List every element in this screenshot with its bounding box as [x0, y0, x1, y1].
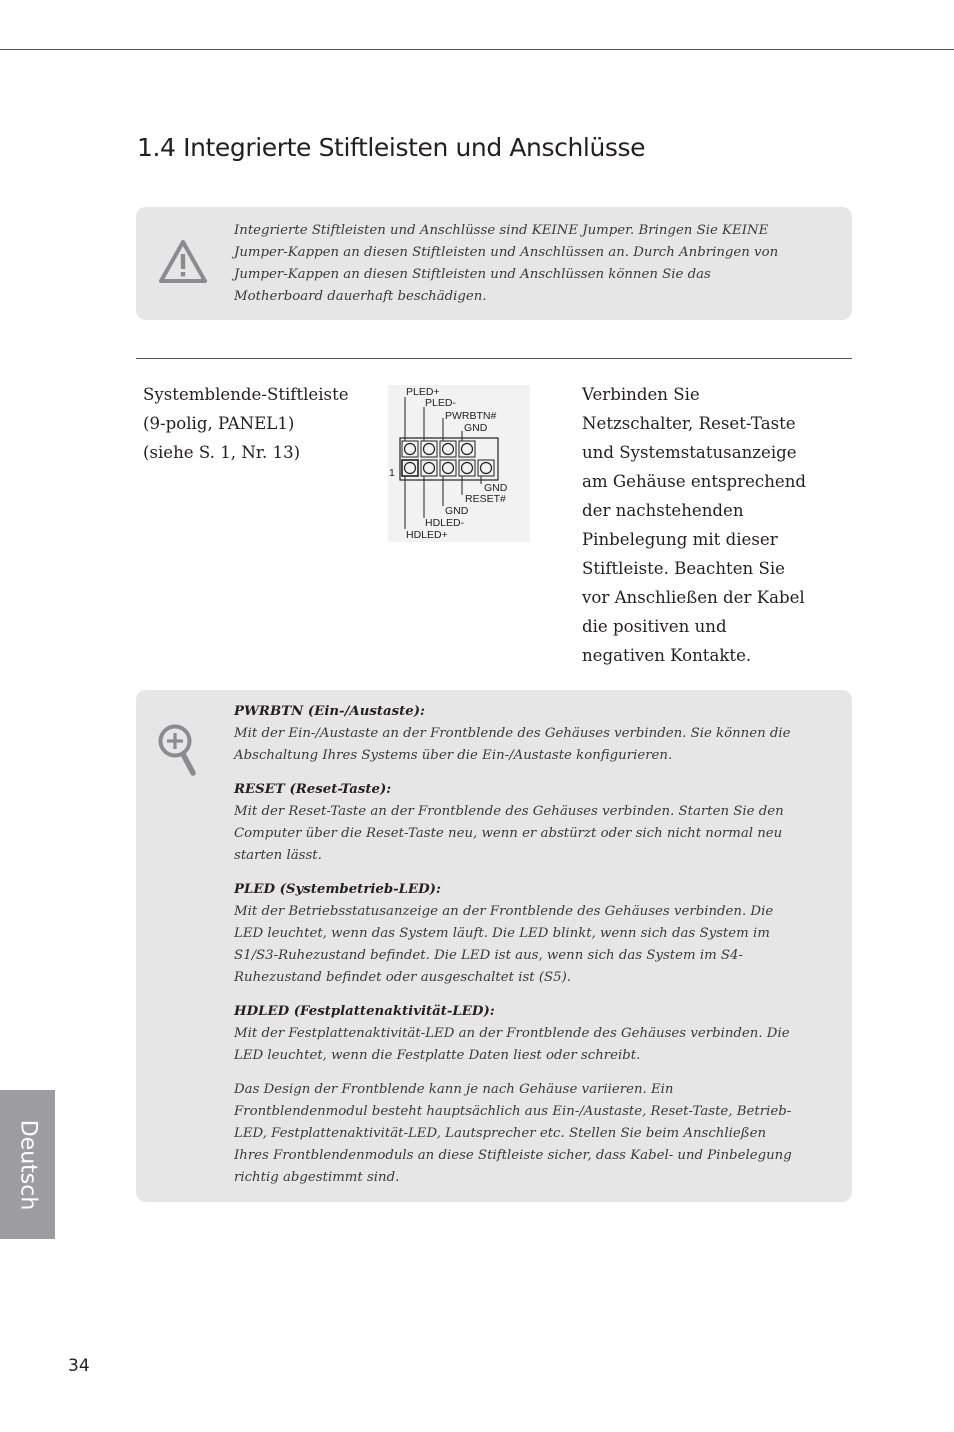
pin-top-3-contact: [443, 444, 454, 455]
note-term: PWRBTN (Ein-/Austaste):: [234, 704, 425, 719]
label-pled-plus: PLED+: [406, 386, 440, 398]
language-side-tab: [0, 1090, 55, 1239]
note-desc: Mit der Ein-/Austaste an der Frontblende des Gehäuses verbinden. Sie können die Abschaltung Ihres Systems über die Ein-/Austaste konfigurieren.: [234, 726, 791, 763]
label-pin-one: 1: [389, 467, 395, 479]
header-reference: (siehe S. 1, Nr. 13): [143, 443, 301, 462]
note-term: PLED (Systembetrieb-LED):: [234, 882, 441, 897]
pin-top-4-contact: [462, 444, 473, 455]
note-desc: Mit der Reset-Taste an der Frontblende des Gehäuses verbinden. Starten Sie den Computer über die Reset-Taste neu, wenn er abstürzt oder sich nicht normal neu starten lässt.: [234, 804, 784, 863]
magnifier-plus-icon: [156, 721, 200, 781]
section-title: 1.4 Integrierte Stiftleisten und Anschlüsse: [137, 133, 646, 162]
page-number: 34: [68, 1356, 90, 1376]
note-body: [234, 701, 794, 1189]
header-name: Systemblende-Stiftleiste: [143, 385, 349, 404]
label-hdled-plus: HDLED+: [406, 529, 448, 541]
section-divider: [136, 358, 852, 359]
header-description: Verbinden Sie Netzschalter, Reset-Taste und Systemstatusanzeige am Gehäuse entsprechend der nachstehenden Pinbelegung mit dieser Stiftleiste. Beachten Sie vor Anschließen der Kabel die positiven und negativen Kontakte.: [582, 385, 807, 665]
label-gnd-top: GND: [464, 422, 488, 434]
note-box: [136, 690, 852, 1202]
pin-bottom-2-contact: [424, 463, 435, 474]
warning-triangle-icon: [158, 239, 208, 289]
label-gnd-right: GND: [484, 482, 508, 494]
warning-box: [136, 207, 852, 320]
pin-bottom-5-contact: [481, 463, 492, 474]
label-pled-minus: PLED-: [425, 397, 456, 409]
note-desc: Mit der Festplattenaktivität-LED an der Frontblende des Gehäuses verbinden. Die LED leuchtet, wenn die Festplatte Daten liest oder schreibt.: [234, 1026, 790, 1063]
pin-bottom-1-contact: [405, 463, 416, 474]
note-term: RESET (Reset-Taste):: [234, 782, 392, 797]
warning-text: Integrierte Stiftleisten und Anschlüsse sind KEINE Jumper. Bringen Sie KEINE Jumper-Kappen an diesen Stiftleisten und Anschlüssen an. Durch Anbringen von Jumper-Kappen an diesen Stiftleisten und Anschlüssen können Sie das Motherboard dauerhaft beschädigen.: [234, 223, 779, 304]
label-pwrbtn: PWRBTN#: [445, 410, 497, 422]
note-item-hdled: [234, 1001, 794, 1067]
header-pins: (9-polig, PANEL1): [143, 414, 295, 433]
label-hdled-minus: HDLED-: [425, 517, 465, 529]
note-item-pled: [234, 879, 794, 989]
note-footer: Das Design der Frontblende kann je nach Gehäuse variieren. Ein Frontblendenmodul besteht hauptsächlich aus Ein-/Austaste, Reset-Taste, Betrieb-LED, Festplattenaktivität-LED, Lautsprecher etc. Stellen Sie beim Anschließen Ihres Frontblendenmoduls an diese Stiftleiste sicher, dass Kabel- und Pinbelegung richtig abgestimmt sind.: [234, 1082, 792, 1185]
note-term: HDLED (Festplattenaktivität-LED):: [234, 1004, 495, 1019]
pin-top-2-contact: [424, 444, 435, 455]
pin-bottom-4-contact: [462, 463, 473, 474]
label-reset: RESET#: [465, 493, 506, 505]
pin-top-1-contact: [405, 444, 416, 455]
top-rule: [0, 49, 954, 50]
language-tab-label: Deutsch: [15, 1119, 40, 1210]
note-desc: Mit der Betriebsstatusanzeige an der Frontblende des Gehäuses verbinden. Die LED leuchtet, wenn das System läuft. Die LED blinkt, wenn sich das System im S1/S3-Ruhezustand befindet. Die LED ist aus, wenn sich das System im S4-Ruhezustand befindet oder ausgeschaltet ist (S5).: [234, 904, 774, 985]
note-item-pwrbtn: [234, 701, 794, 767]
header-label: [143, 380, 373, 467]
panel-pin-diagram: [388, 385, 530, 542]
note-item-reset: [234, 779, 794, 867]
pin-bottom-3-contact: [443, 463, 454, 474]
label-gnd-bottom: GND: [445, 505, 469, 517]
